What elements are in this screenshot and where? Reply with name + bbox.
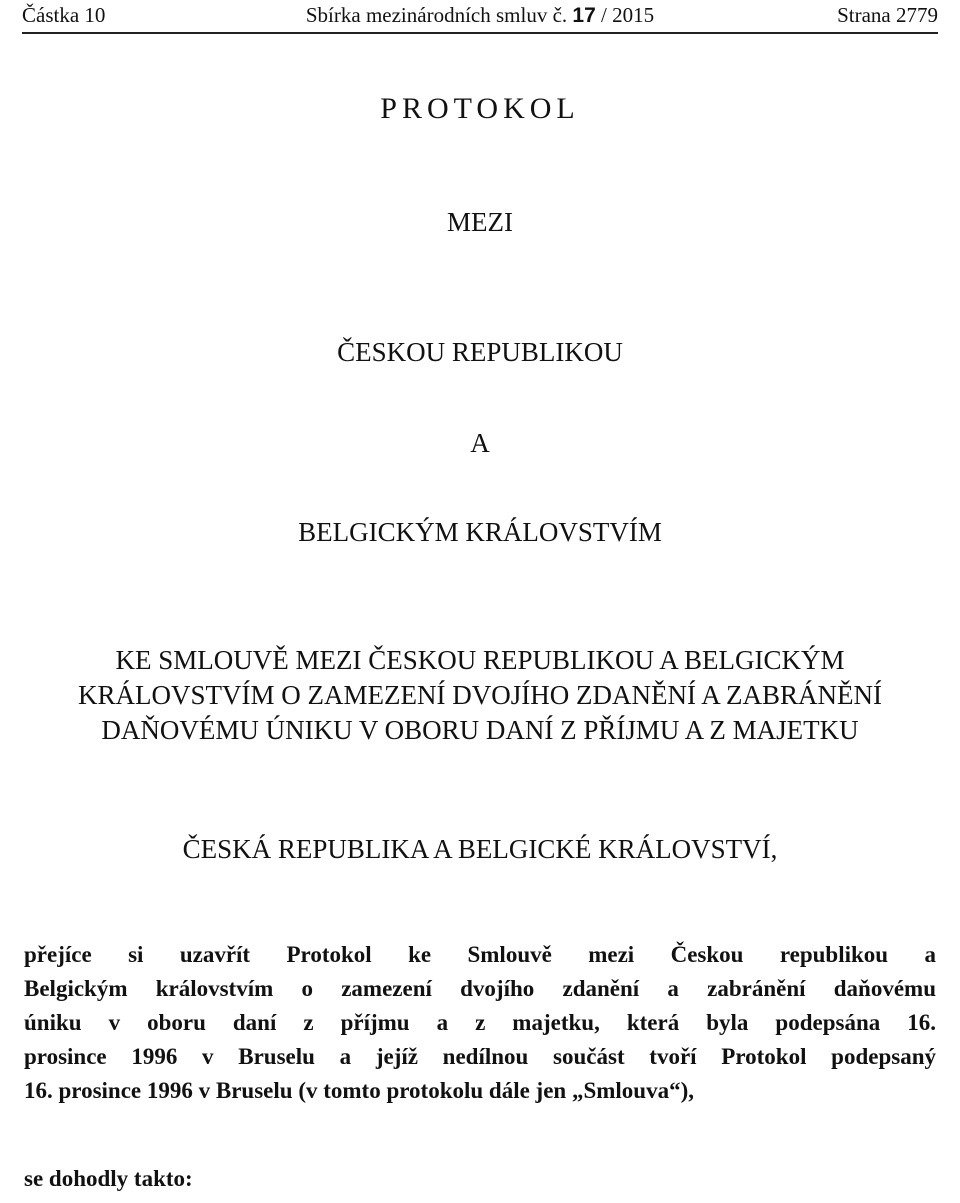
title-party-belgium: BELGICKÝM KRÁLOVSTVÍM — [298, 517, 662, 547]
subtitle-line: KRÁLOVSTVÍM O ZAMEZENÍ DVOJÍHO ZDANĚNÍ A ZABRÁNĚNÍ — [78, 680, 882, 710]
title-conjunction: A — [470, 428, 490, 458]
subtitle-line: KE SMLOUVĚ MEZI ČESKOU REPUBLIKOU A BELGICKÝM — [115, 645, 845, 675]
preamble-line: úniku v oboru daní z příjmu a z majetku, která byla podepsána 16. — [24, 1010, 936, 1035]
preamble-line: 16. prosince 1996 v Bruselu (v tomto protokolu dále jen „Smlouva“), — [24, 1078, 695, 1103]
title-protokol: PROTOKOL — [380, 92, 580, 125]
agreement-closing: se dohodly takto: — [24, 1166, 193, 1191]
header-collection-number: 17 — [572, 4, 596, 27]
header-collection-year: / 2015 — [601, 3, 655, 27]
preamble-paragraph — [24, 938, 936, 1108]
preamble-line: prosince 1996 v Bruselu a jejíž nedílnou součást tvoří Protokol podepsaný — [24, 1044, 936, 1069]
header-page-number: Strana 2779 — [837, 3, 938, 27]
title-mezi: MEZI — [447, 207, 513, 237]
header-issue: Částka 10 — [22, 3, 106, 27]
header-collection — [22, 3, 938, 28]
preamble-line: přejíce si uzavřít Protokol ke Smlouvě mezi Českou republikou a — [24, 942, 936, 967]
protocol-subtitle — [40, 643, 920, 748]
title-party-czech: ČESKOU REPUBLIKOU — [337, 337, 623, 367]
subtitle-line: DAŇOVÉMU ÚNIKU V OBORU DANÍ Z PŘÍJMU A Z MAJETKU — [101, 715, 859, 745]
preamble-line: Belgickým královstvím o zamezení dvojího zdanění a zabránění daňovému — [24, 976, 936, 1001]
header-collection-prefix: Sbírka mezinárodních smluv č. — [305, 3, 568, 27]
page-header — [22, 0, 938, 34]
contracting-parties: ČESKÁ REPUBLIKA A BELGICKÉ KRÁLOVSTVÍ, — [182, 834, 778, 864]
